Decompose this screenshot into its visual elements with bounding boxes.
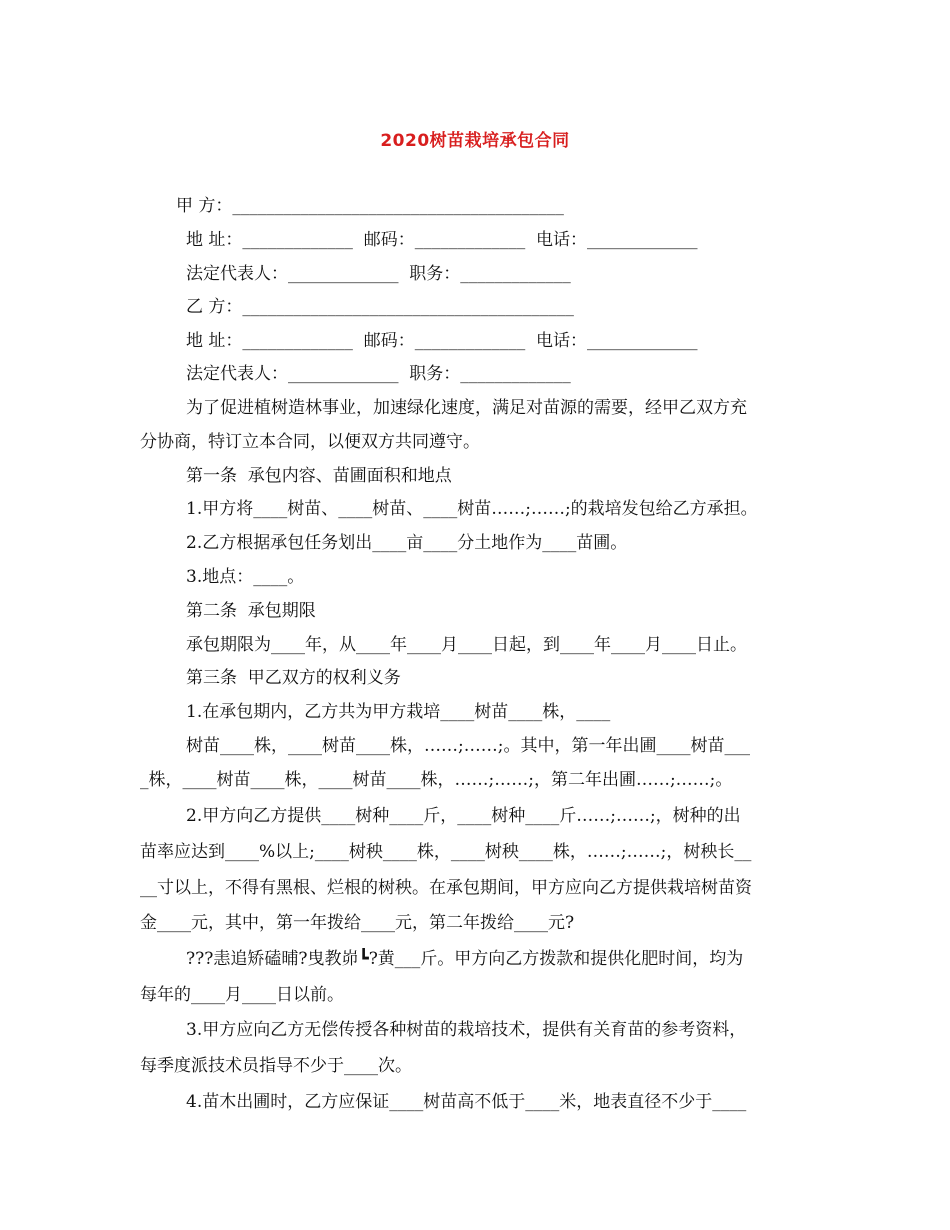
article-2-body: 承包期限为____年，从____年____月____日起，到____年____月____日止。 <box>186 635 747 655</box>
party-a-name-line: 甲 方：_______________________________________ <box>176 196 564 216</box>
article-3-item-3-line-2: 每季度派技术员指导不少于____次。 <box>140 1056 412 1076</box>
article-1-item-3: 3.地点：____。 <box>186 567 305 587</box>
article-3-item-2-line-3: __寸以上，不得有黑根、烂根的树秧。在承包期间，甲方应向乙方提供栽培树苗资 <box>140 878 752 898</box>
article-3-item-1-line-3: _株，____树苗____株，____树苗____株，……;……;，第二年出圃……;……;。 <box>140 770 733 790</box>
article-3-item-2-line-6: 每年的____月____日以前。 <box>140 985 344 1005</box>
article-3-item-1-line-1: 1.在承包期内，乙方共为甲方栽培____树苗____株，____ <box>186 702 611 722</box>
article-3-item-2-line-2: 苗率应达到____%以上;____树秧____株，____树秧____株，……;……;，树秧长__ <box>140 842 752 862</box>
article-3-item-2-line-4: 金____元，其中，第一年拨给____元，第二年拨给____元? <box>140 913 575 933</box>
article-3-item-4-line-1: 4.苗木出圃时，乙方应保证____树苗高不低于____米，地表直径不少于____ <box>186 1092 747 1112</box>
preamble-line-2: 分协商，特订立本合同，以便双方共同遵守。 <box>140 432 480 452</box>
article-3-item-1-line-2: 树苗____株，____树苗____株，……;……;。其中，第一年出圃____树苗___ <box>186 736 750 756</box>
party-a-representative-line: 法定代表人：_____________ 职务：_____________ <box>186 264 571 284</box>
party-b-address-line: 地 址：_____________ 邮码：_____________ 电话：_____________ <box>186 331 698 351</box>
article-1-item-1: 1.甲方将____树苗、____树苗、____树苗……;……;的栽培发包给乙方承担。 <box>186 499 758 519</box>
party-b-name-line: 乙 方：_______________________________________ <box>186 297 574 317</box>
article-1-heading: 第一条 承包内容、苗圃面积和地点 <box>186 466 452 486</box>
article-1-item-2: 2.乙方根据承包任务划出____亩____分土地作为____苗圃。 <box>186 533 628 553</box>
document-title: 2020树苗栽培承包合同 <box>380 131 570 151</box>
article-3-heading: 第三条 甲乙双方的权利义务 <box>186 668 401 688</box>
article-3-item-2-line-1: 2.甲方向乙方提供____树种____斤，____树种____斤……;……;，树种的出 <box>186 806 741 826</box>
article-2-heading: 第二条 承包期限 <box>186 601 316 621</box>
preamble-line-1: 为了促进植树造林事业，加速绿化速度，满足对苗源的需要，经甲乙双方充 <box>186 398 747 418</box>
article-3-item-3-line-1: 3.甲方应向乙方无偿传授各种树苗的栽培技术，提供有关育苗的参考资料， <box>186 1020 747 1040</box>
party-a-address-line: 地 址：_____________ 邮码：_____________ 电话：_____________ <box>186 230 698 250</box>
garbled-text-line: ???恚追矫磕晡?曳教峁┗?黄___斤。甲方向乙方拨款和提供化肥时间，均为 <box>186 949 744 969</box>
party-b-representative-line: 法定代表人：_____________ 职务：_____________ <box>186 364 571 384</box>
